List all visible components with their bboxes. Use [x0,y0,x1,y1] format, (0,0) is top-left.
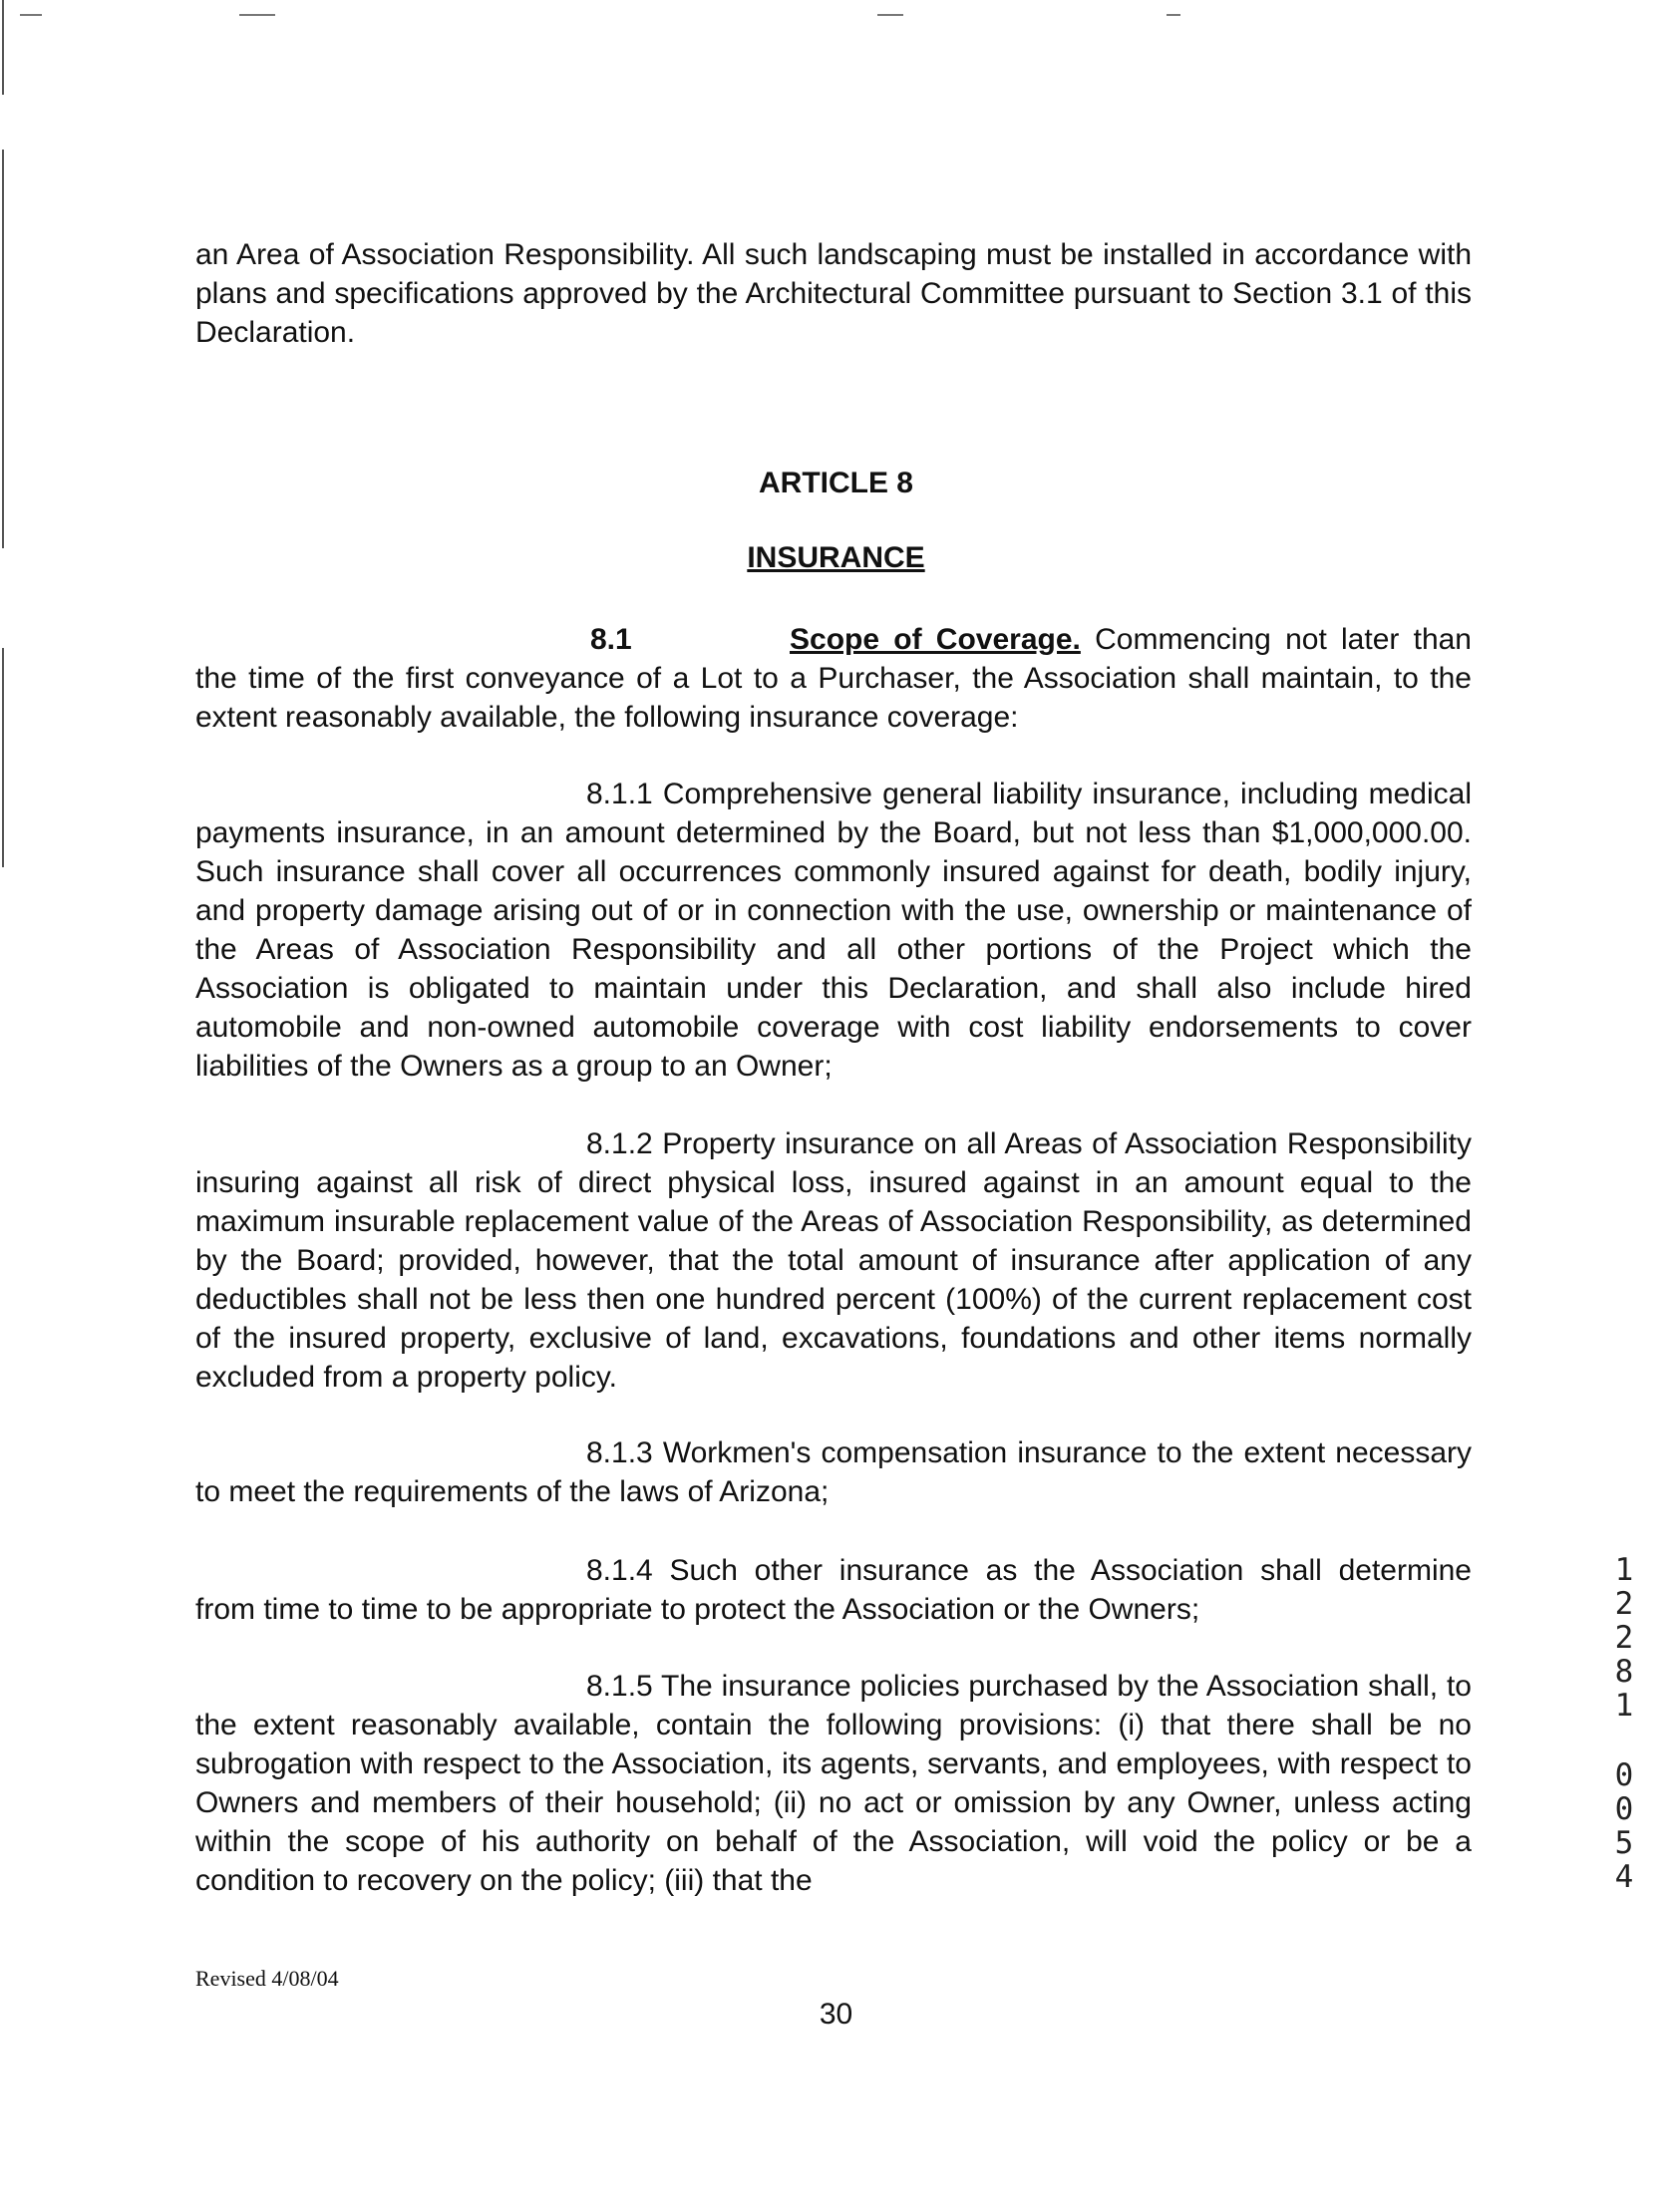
revision-date: Revised 4/08/04 [195,1966,339,1991]
scan-top-mark [877,14,903,16]
subsection-8-1-4: 8.1.4 Such other insurance as the Association shall determine from time to time to be appropriate to protect the Association or the Owners; [195,1554,1472,1626]
subsection-8-1-5: 8.1.5 The insurance policies purchased by the Association shall, to the extent reasonably available, contain the following provisions: (i) that there shall be no subrogation with respect to the Association, its agents, servants, and employees, with respect to Owners and members of their household; (ii) no act or omission by any Owner, unless acting within the scope of his authority on behalf of the Association, will void the policy or be a condition to recovery on the policy; (iii) that the [195,1670,1472,1897]
section-title: Scope of Coverage. [790,623,1081,656]
scan-top-mark [239,14,275,16]
stamp-digit: 1 [1614,1552,1634,1588]
section-number: 8.1 [590,623,632,656]
article-title: INSURANCE [747,541,925,574]
stamp-digit: 0 [1614,1757,1634,1793]
stamp-digit: 2 [1614,1586,1634,1622]
section-text: Commencing not later than the time of the first conveyance of a Lot to a Purchaser, the Association shall maintain, to the extent reasonably available, the following insurance coverage: [195,623,1472,734]
subsection-8-1-2: 8.1.2 Property insurance on all Areas of Association Responsibility insuring against all risk of direct physical loss, insured against in an amount equal to the maximum insurable replacement value of the Areas of Association Responsibility, as determined by the Board; provided, however, that the total amount of insurance after application of any deductibles shall not be less then one hundred percent (100%) of the current replacement cost of the insured property, exclusive of land, excavations, foundations and other items normally excluded from a property policy. [195,1127,1472,1394]
scan-edge-line [2,648,4,867]
page-number: 30 [819,1998,853,2031]
stamp-digit: 5 [1614,1825,1634,1861]
recording-stamp [1610,1553,1638,1894]
stamp-digit: 2 [1614,1620,1634,1656]
article-number: ARTICLE 8 [758,467,913,499]
scan-edge-line [2,0,4,95]
continuation-paragraph: an Area of Association Responsibility. All such landscaping must be installed in accordance with plans and specifications approved by the Architectural Committee pursuant to Section 3.1 of this Declaration. [195,238,1472,349]
scan-top-mark [1167,14,1180,16]
subsection-8-1-3: 8.1.3 Workmen's compensation insurance to the extent necessary to meet the requirements of the laws of Arizona; [195,1436,1472,1508]
section-8-1-paragraph [195,620,1472,737]
stamp-digit: 8 [1614,1654,1634,1690]
stamp-digit: 1 [1614,1688,1634,1724]
subsection-8-1-1: 8.1.1 Comprehensive general liability insurance, including medical payments insurance, in an amount determined by the Board, but not less than $1,000,000.00. Such insurance shall cover all occurrences commonly insured against for death, bodily injury, and property damage arising out of or in connection with the use, ownership or maintenance of the Areas of Association Responsibility and all other portions of the Project which the Association is obligated to maintain under this Declaration, and shall also include hired automobile and non-owned automobile coverage with cost liability endorsements to cover liabilities of the Owners as a group to an Owner; [195,778,1472,1083]
stamp-gap [1610,1723,1638,1758]
scan-top-mark [20,14,42,16]
stamp-digit: 0 [1614,1791,1634,1827]
stamp-digit: 4 [1614,1859,1634,1895]
